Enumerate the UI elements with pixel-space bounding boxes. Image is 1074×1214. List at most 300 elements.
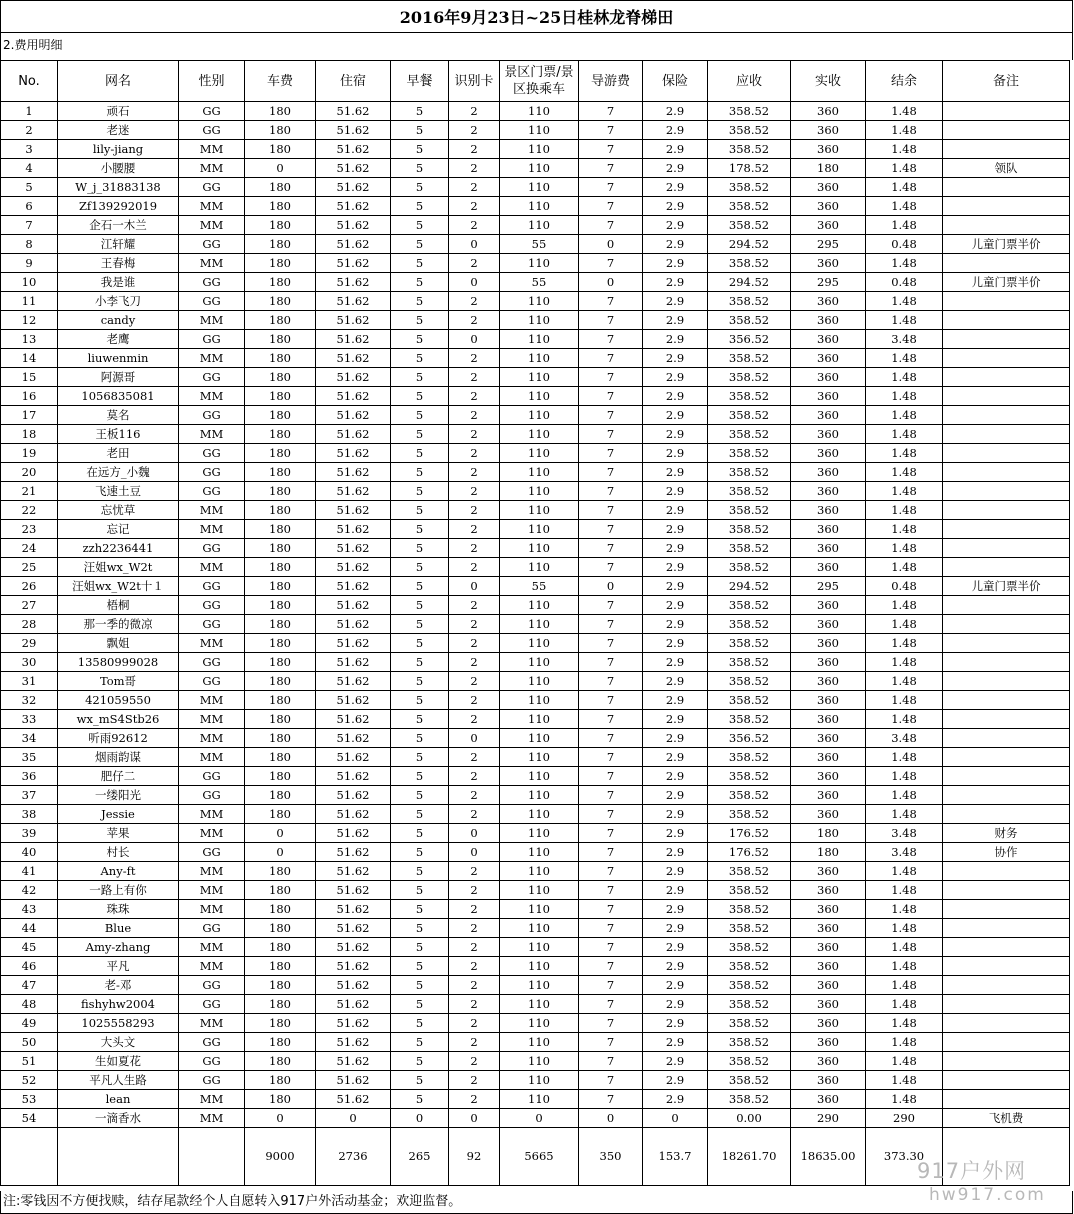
table-cell: 180 bbox=[245, 881, 316, 900]
table-cell: 5 bbox=[391, 919, 449, 938]
table-cell: 358.52 bbox=[708, 976, 791, 995]
table-cell: 13 bbox=[1, 330, 58, 349]
table-cell: 360 bbox=[791, 216, 866, 235]
table-cell: 51.62 bbox=[316, 197, 391, 216]
table-cell bbox=[943, 178, 1070, 197]
table-cell bbox=[943, 691, 1070, 710]
table-cell: 2 bbox=[449, 653, 500, 672]
table-cell bbox=[943, 672, 1070, 691]
table-cell: 珠珠 bbox=[58, 900, 179, 919]
table-cell: 7 bbox=[579, 748, 643, 767]
table-cell: 421059550 bbox=[58, 691, 179, 710]
table-cell: 51.62 bbox=[316, 634, 391, 653]
table-cell: 2.9 bbox=[643, 463, 708, 482]
table-cell: MM bbox=[179, 387, 245, 406]
total-cell: 5665 bbox=[500, 1128, 579, 1186]
table-row bbox=[1, 235, 1070, 254]
table-row bbox=[1, 862, 1070, 881]
table-cell: 358.52 bbox=[708, 1052, 791, 1071]
table-cell: 51.62 bbox=[316, 102, 391, 121]
table-cell: 财务 bbox=[943, 824, 1070, 843]
expense-table bbox=[0, 60, 1070, 1186]
table-cell: 110 bbox=[500, 596, 579, 615]
table-cell: Any-ft bbox=[58, 862, 179, 881]
table-cell: 360 bbox=[791, 463, 866, 482]
table-cell: 2.9 bbox=[643, 672, 708, 691]
table-cell: 360 bbox=[791, 121, 866, 140]
table-cell: 358.52 bbox=[708, 558, 791, 577]
table-cell: 180 bbox=[245, 577, 316, 596]
table-cell: 7 bbox=[579, 900, 643, 919]
table-cell: 51.62 bbox=[316, 596, 391, 615]
table-cell: 7 bbox=[579, 786, 643, 805]
table-cell: 0 bbox=[579, 235, 643, 254]
table-cell: 5 bbox=[391, 881, 449, 900]
table-cell: 110 bbox=[500, 843, 579, 862]
table-cell: 48 bbox=[1, 995, 58, 1014]
table-cell: 1.48 bbox=[866, 1090, 943, 1109]
table-cell: 5 bbox=[391, 653, 449, 672]
table-cell: 180 bbox=[245, 710, 316, 729]
table-cell bbox=[943, 330, 1070, 349]
table-cell: 一路上有你 bbox=[58, 881, 179, 900]
table-cell: 2 bbox=[449, 995, 500, 1014]
table-cell: 51.62 bbox=[316, 178, 391, 197]
table-cell bbox=[943, 900, 1070, 919]
table-cell: 2.9 bbox=[643, 368, 708, 387]
table-cell: 360 bbox=[791, 406, 866, 425]
table-cell: 7 bbox=[579, 843, 643, 862]
table-cell: 360 bbox=[791, 615, 866, 634]
table-cell: 2.9 bbox=[643, 577, 708, 596]
table-cell: 180 bbox=[245, 330, 316, 349]
table-cell: 110 bbox=[500, 292, 579, 311]
table-row bbox=[1, 1052, 1070, 1071]
table-cell: 6 bbox=[1, 197, 58, 216]
table-cell: 51.62 bbox=[316, 691, 391, 710]
table-cell: 2 bbox=[449, 691, 500, 710]
table-cell bbox=[943, 102, 1070, 121]
table-cell: 43 bbox=[1, 900, 58, 919]
table-cell: 0.48 bbox=[866, 273, 943, 292]
table-cell: 5 bbox=[391, 121, 449, 140]
table-cell: 180 bbox=[245, 368, 316, 387]
table-cell: 7 bbox=[579, 710, 643, 729]
table-cell: 在远方_小魏 bbox=[58, 463, 179, 482]
table-cell: 儿童门票半价 bbox=[943, 235, 1070, 254]
table-cell bbox=[943, 121, 1070, 140]
table-cell: 110 bbox=[500, 406, 579, 425]
table-cell: 180 bbox=[245, 691, 316, 710]
table-cell: MM bbox=[179, 254, 245, 273]
table-cell: GG bbox=[179, 178, 245, 197]
table-cell: 7 bbox=[579, 444, 643, 463]
table-cell: MM bbox=[179, 311, 245, 330]
table-row bbox=[1, 1090, 1070, 1109]
table-row bbox=[1, 805, 1070, 824]
table-cell: 110 bbox=[500, 1033, 579, 1052]
table-cell: 180 bbox=[245, 1090, 316, 1109]
column-header: 应收 bbox=[708, 61, 791, 102]
table-cell: 51.62 bbox=[316, 786, 391, 805]
table-row bbox=[1, 159, 1070, 178]
table-cell: Amy-zhang bbox=[58, 938, 179, 957]
table-cell: GG bbox=[179, 843, 245, 862]
table-cell: 180 bbox=[245, 615, 316, 634]
table-row bbox=[1, 1109, 1070, 1128]
table-cell: 5 bbox=[391, 539, 449, 558]
table-cell: MM bbox=[179, 634, 245, 653]
table-cell: 1.48 bbox=[866, 596, 943, 615]
table-cell: 51.62 bbox=[316, 463, 391, 482]
table-cell: 2.9 bbox=[643, 406, 708, 425]
total-cell: 153.7 bbox=[643, 1128, 708, 1186]
table-cell: 2 bbox=[449, 501, 500, 520]
table-cell: GG bbox=[179, 539, 245, 558]
table-cell: 顽石 bbox=[58, 102, 179, 121]
table-cell: 180 bbox=[245, 558, 316, 577]
table-cell: 360 bbox=[791, 520, 866, 539]
table-cell: 2.9 bbox=[643, 311, 708, 330]
table-cell: 2.9 bbox=[643, 710, 708, 729]
table-cell: 5 bbox=[391, 387, 449, 406]
table-cell: 老迷 bbox=[58, 121, 179, 140]
table-cell: 360 bbox=[791, 330, 866, 349]
table-cell: MM bbox=[179, 140, 245, 159]
table-cell: 2 bbox=[449, 197, 500, 216]
table-cell: 5 bbox=[391, 330, 449, 349]
table-cell: 16 bbox=[1, 387, 58, 406]
table-cell: 110 bbox=[500, 102, 579, 121]
table-cell: 360 bbox=[791, 1090, 866, 1109]
table-cell: 360 bbox=[791, 197, 866, 216]
table-cell: 360 bbox=[791, 558, 866, 577]
table-cell: 4 bbox=[1, 159, 58, 178]
table-cell: 360 bbox=[791, 140, 866, 159]
table-cell: 360 bbox=[791, 501, 866, 520]
table-cell: 2 bbox=[449, 938, 500, 957]
table-cell: 358.52 bbox=[708, 216, 791, 235]
table-cell: 7 bbox=[579, 1090, 643, 1109]
table-cell bbox=[943, 406, 1070, 425]
table-cell bbox=[943, 254, 1070, 273]
table-cell: 110 bbox=[500, 197, 579, 216]
table-cell: 180 bbox=[791, 824, 866, 843]
table-cell: 3.48 bbox=[866, 843, 943, 862]
table-cell: 290 bbox=[791, 1109, 866, 1128]
table-cell: 2.9 bbox=[643, 805, 708, 824]
table-cell: 5 bbox=[391, 900, 449, 919]
watermark-line-2: hw917.com bbox=[929, 1185, 1046, 1205]
table-cell: 2 bbox=[449, 387, 500, 406]
total-cell bbox=[179, 1128, 245, 1186]
table-cell bbox=[943, 463, 1070, 482]
table-cell: 358.52 bbox=[708, 349, 791, 368]
table-cell: 1.48 bbox=[866, 482, 943, 501]
table-cell: GG bbox=[179, 1071, 245, 1090]
table-cell: 1.48 bbox=[866, 634, 943, 653]
table-cell: 110 bbox=[500, 748, 579, 767]
table-cell: 51.62 bbox=[316, 330, 391, 349]
table-row bbox=[1, 178, 1070, 197]
table-cell: 1.48 bbox=[866, 539, 943, 558]
table-cell: 1.48 bbox=[866, 1014, 943, 1033]
table-row bbox=[1, 691, 1070, 710]
table-cell: 7 bbox=[579, 691, 643, 710]
table-cell: 7 bbox=[579, 501, 643, 520]
table-cell: 30 bbox=[1, 653, 58, 672]
table-cell: 2.9 bbox=[643, 1071, 708, 1090]
table-cell: GG bbox=[179, 976, 245, 995]
table-cell: 7 bbox=[579, 292, 643, 311]
table-cell: 2 bbox=[449, 862, 500, 881]
table-cell: 5 bbox=[391, 615, 449, 634]
table-cell: GG bbox=[179, 406, 245, 425]
table-cell: 358.52 bbox=[708, 786, 791, 805]
table-cell: 25 bbox=[1, 558, 58, 577]
table-cell: 1.48 bbox=[866, 216, 943, 235]
table-cell: MM bbox=[179, 938, 245, 957]
table-cell: MM bbox=[179, 1014, 245, 1033]
table-cell: 180 bbox=[245, 976, 316, 995]
table-cell: 51.62 bbox=[316, 121, 391, 140]
table-cell: 5 bbox=[391, 1033, 449, 1052]
table-cell: 1.48 bbox=[866, 254, 943, 273]
table-cell: 2.9 bbox=[643, 919, 708, 938]
table-cell: 358.52 bbox=[708, 463, 791, 482]
table-row bbox=[1, 710, 1070, 729]
table-cell: 7 bbox=[579, 805, 643, 824]
table-cell: 55 bbox=[500, 273, 579, 292]
table-cell: 110 bbox=[500, 957, 579, 976]
table-cell: 27 bbox=[1, 596, 58, 615]
table-cell: 360 bbox=[791, 102, 866, 121]
sheet-title: 2016年9月23日~25日桂林龙脊梯田 bbox=[0, 0, 1073, 33]
table-cell: 5 bbox=[391, 140, 449, 159]
table-cell: 360 bbox=[791, 995, 866, 1014]
table-cell: 0 bbox=[449, 824, 500, 843]
table-cell: MM bbox=[179, 159, 245, 178]
table-row bbox=[1, 197, 1070, 216]
table-cell: 2 bbox=[449, 102, 500, 121]
table-cell: 50 bbox=[1, 1033, 58, 1052]
table-cell: 0.00 bbox=[708, 1109, 791, 1128]
table-cell: 1.48 bbox=[866, 786, 943, 805]
total-cell: 2736 bbox=[316, 1128, 391, 1186]
table-cell bbox=[943, 596, 1070, 615]
table-cell bbox=[943, 444, 1070, 463]
table-cell: 2.9 bbox=[643, 748, 708, 767]
table-cell: 5 bbox=[391, 596, 449, 615]
table-cell: 51.62 bbox=[316, 406, 391, 425]
table-cell: 360 bbox=[791, 482, 866, 501]
table-row bbox=[1, 330, 1070, 349]
table-cell: 180 bbox=[245, 919, 316, 938]
table-cell: 2 bbox=[449, 1071, 500, 1090]
table-cell: 35 bbox=[1, 748, 58, 767]
table-cell: 360 bbox=[791, 976, 866, 995]
table-cell: 37 bbox=[1, 786, 58, 805]
table-cell: 2.9 bbox=[643, 691, 708, 710]
table-cell bbox=[943, 748, 1070, 767]
table-cell: 1.48 bbox=[866, 444, 943, 463]
table-cell: 5 bbox=[391, 159, 449, 178]
table-cell: 358.52 bbox=[708, 140, 791, 159]
table-cell bbox=[943, 710, 1070, 729]
table-cell: 51.62 bbox=[316, 615, 391, 634]
table-row bbox=[1, 596, 1070, 615]
table-cell: Zf139292019 bbox=[58, 197, 179, 216]
table-row bbox=[1, 254, 1070, 273]
column-header: 景区门票/景区换乘车 bbox=[500, 61, 579, 102]
table-cell: 5 bbox=[391, 976, 449, 995]
table-cell: 莫名 bbox=[58, 406, 179, 425]
table-cell: 2.9 bbox=[643, 273, 708, 292]
table-cell bbox=[943, 1090, 1070, 1109]
table-cell: MM bbox=[179, 862, 245, 881]
table-cell: 1.48 bbox=[866, 425, 943, 444]
table-cell: 1.48 bbox=[866, 1052, 943, 1071]
table-cell: 180 bbox=[245, 444, 316, 463]
table-cell: 176.52 bbox=[708, 824, 791, 843]
table-cell: 55 bbox=[500, 235, 579, 254]
table-cell: 358.52 bbox=[708, 672, 791, 691]
table-cell: 17 bbox=[1, 406, 58, 425]
table-body bbox=[1, 102, 1070, 1128]
table-cell: GG bbox=[179, 786, 245, 805]
table-cell: 180 bbox=[245, 197, 316, 216]
table-row bbox=[1, 748, 1070, 767]
table-cell: 38 bbox=[1, 805, 58, 824]
table-cell bbox=[943, 729, 1070, 748]
table-cell: 360 bbox=[791, 1052, 866, 1071]
table-cell: 32 bbox=[1, 691, 58, 710]
table-cell: 2 bbox=[1, 121, 58, 140]
table-cell: 7 bbox=[579, 672, 643, 691]
table-cell: 51.62 bbox=[316, 292, 391, 311]
table-cell: 51.62 bbox=[316, 558, 391, 577]
table-cell: 51.62 bbox=[316, 501, 391, 520]
table-cell: 360 bbox=[791, 634, 866, 653]
table-cell: GG bbox=[179, 995, 245, 1014]
table-row bbox=[1, 634, 1070, 653]
table-cell: 7 bbox=[579, 995, 643, 1014]
table-cell: 5 bbox=[391, 311, 449, 330]
table-cell: 180 bbox=[245, 653, 316, 672]
table-cell: 51.62 bbox=[316, 425, 391, 444]
table-cell bbox=[943, 197, 1070, 216]
table-row bbox=[1, 311, 1070, 330]
table-cell: 2.9 bbox=[643, 1052, 708, 1071]
table-cell: 180 bbox=[245, 1071, 316, 1090]
table-cell: 51.62 bbox=[316, 672, 391, 691]
table-cell: 180 bbox=[245, 748, 316, 767]
column-header: 早餐 bbox=[391, 61, 449, 102]
table-cell: 2.9 bbox=[643, 501, 708, 520]
table-cell: 294.52 bbox=[708, 235, 791, 254]
table-cell: 110 bbox=[500, 881, 579, 900]
table-cell: 358.52 bbox=[708, 1090, 791, 1109]
table-cell: GG bbox=[179, 102, 245, 121]
table-row bbox=[1, 349, 1070, 368]
table-cell: 358.52 bbox=[708, 862, 791, 881]
table-cell: 110 bbox=[500, 349, 579, 368]
table-cell: 0 bbox=[449, 330, 500, 349]
table-cell bbox=[943, 995, 1070, 1014]
table-row bbox=[1, 938, 1070, 957]
table-cell: 356.52 bbox=[708, 729, 791, 748]
table-cell: 358.52 bbox=[708, 938, 791, 957]
table-cell: 1.48 bbox=[866, 615, 943, 634]
table-cell: 小李飞刀 bbox=[58, 292, 179, 311]
table-cell: 358.52 bbox=[708, 387, 791, 406]
table-cell: 180 bbox=[245, 102, 316, 121]
table-cell: 358.52 bbox=[708, 121, 791, 140]
table-cell: 听雨92612 bbox=[58, 729, 179, 748]
table-cell: GG bbox=[179, 596, 245, 615]
table-cell: 1.48 bbox=[866, 558, 943, 577]
table-cell: 180 bbox=[245, 406, 316, 425]
table-cell: 110 bbox=[500, 539, 579, 558]
table-cell: 2.9 bbox=[643, 767, 708, 786]
table-cell: GG bbox=[179, 444, 245, 463]
table-cell: 老田 bbox=[58, 444, 179, 463]
table-row bbox=[1, 102, 1070, 121]
table-cell: 5 bbox=[391, 843, 449, 862]
table-cell: lily-jiang bbox=[58, 140, 179, 159]
section-label: 2.费用明细 bbox=[0, 33, 1073, 60]
table-cell: 358.52 bbox=[708, 900, 791, 919]
table-cell: 2.9 bbox=[643, 425, 708, 444]
table-cell: 2 bbox=[449, 311, 500, 330]
table-cell: 51.62 bbox=[316, 767, 391, 786]
table-cell: 51.62 bbox=[316, 862, 391, 881]
table-cell bbox=[943, 292, 1070, 311]
table-cell: 360 bbox=[791, 729, 866, 748]
table-cell: 7 bbox=[579, 216, 643, 235]
table-cell: liuwenmin bbox=[58, 349, 179, 368]
table-cell: 飘姐 bbox=[58, 634, 179, 653]
table-cell: 110 bbox=[500, 140, 579, 159]
table-cell: 1.48 bbox=[866, 349, 943, 368]
table-cell: 51.62 bbox=[316, 653, 391, 672]
total-cell: 350 bbox=[579, 1128, 643, 1186]
table-cell: 51.62 bbox=[316, 1090, 391, 1109]
table-cell: 358.52 bbox=[708, 178, 791, 197]
table-cell: 2.9 bbox=[643, 539, 708, 558]
table-cell: 180 bbox=[245, 311, 316, 330]
table-cell: 360 bbox=[791, 805, 866, 824]
table-cell: 1.48 bbox=[866, 140, 943, 159]
table-cell: MM bbox=[179, 197, 245, 216]
table-cell: 358.52 bbox=[708, 539, 791, 558]
table-cell: MM bbox=[179, 748, 245, 767]
table-cell: 110 bbox=[500, 1052, 579, 1071]
table-cell: 110 bbox=[500, 520, 579, 539]
table-cell: 5 bbox=[391, 463, 449, 482]
table-cell: 5 bbox=[391, 672, 449, 691]
table-cell bbox=[943, 938, 1070, 957]
table-cell: 7 bbox=[579, 976, 643, 995]
table-cell: 180 bbox=[245, 786, 316, 805]
table-cell: 110 bbox=[500, 501, 579, 520]
table-cell: 51.62 bbox=[316, 368, 391, 387]
table-cell: 358.52 bbox=[708, 501, 791, 520]
totals-row bbox=[1, 1128, 1070, 1186]
table-cell: 180 bbox=[245, 235, 316, 254]
table-cell: 358.52 bbox=[708, 1033, 791, 1052]
table-cell: Blue bbox=[58, 919, 179, 938]
